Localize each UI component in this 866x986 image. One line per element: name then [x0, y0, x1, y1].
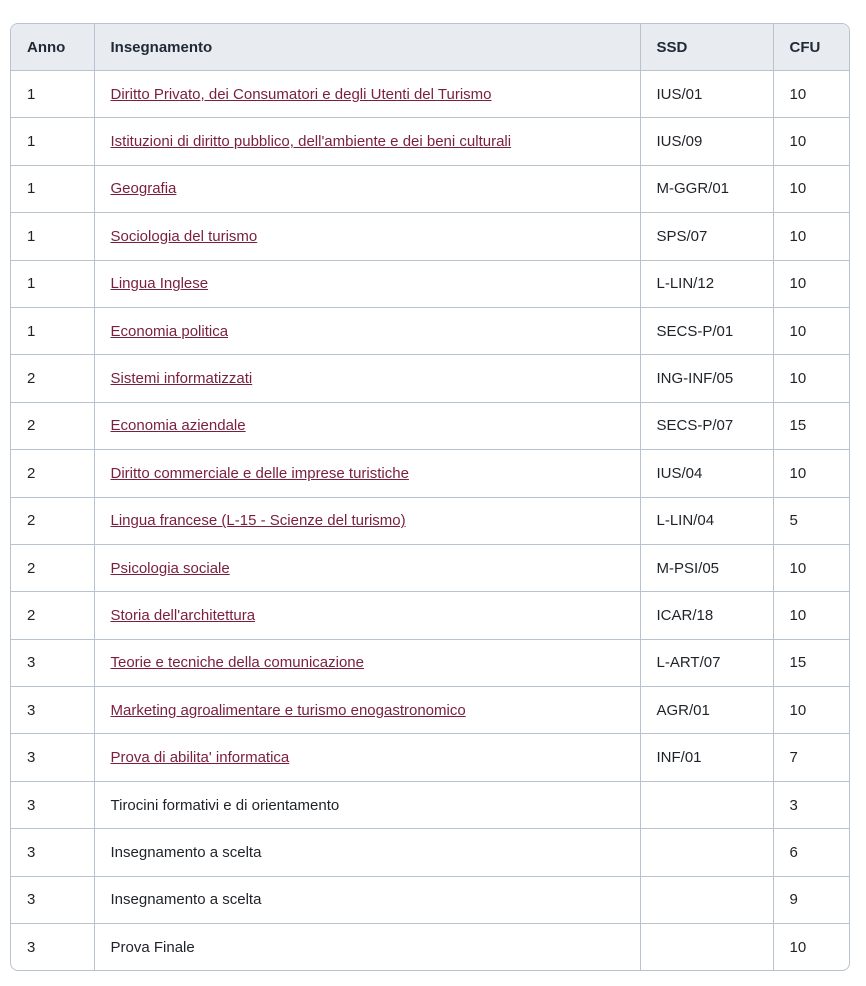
cell-cfu: 7 [773, 734, 849, 781]
table-row [11, 544, 849, 591]
cell-cfu: 10 [773, 592, 849, 639]
table-row [11, 165, 849, 212]
cell-cfu: 9 [773, 876, 849, 923]
cell-insegnamento [94, 829, 640, 876]
cell-cfu: 10 [773, 118, 849, 165]
cell-anno: 2 [11, 544, 94, 591]
cell-ssd: L-ART/07 [640, 639, 773, 686]
cell-cfu: 6 [773, 829, 849, 876]
cell-cfu: 10 [773, 260, 849, 307]
cell-anno: 1 [11, 260, 94, 307]
cell-insegnamento [94, 118, 640, 165]
cell-insegnamento [94, 544, 640, 591]
cell-anno: 3 [11, 781, 94, 828]
course-name: Insegnamento a scelta [110, 891, 262, 909]
cell-ssd: SPS/07 [640, 213, 773, 260]
cell-ssd: SECS-P/07 [640, 402, 773, 449]
cell-ssd: M-GGR/01 [640, 165, 773, 212]
cell-cfu: 10 [773, 687, 849, 734]
cell-cfu: 10 [773, 71, 849, 118]
cell-insegnamento [94, 307, 640, 354]
table-row [11, 260, 849, 307]
cell-anno: 2 [11, 355, 94, 402]
table-row [11, 355, 849, 402]
header-insegnamento: Insegnamento [94, 24, 640, 71]
courses-table [11, 24, 849, 970]
cell-ssd: L-LIN/12 [640, 260, 773, 307]
header-row [11, 24, 849, 71]
courses-table-container [10, 23, 850, 971]
cell-insegnamento [94, 355, 640, 402]
cell-cfu: 5 [773, 497, 849, 544]
table-row [11, 71, 849, 118]
table-row [11, 307, 849, 354]
cell-insegnamento [94, 497, 640, 544]
cell-cfu: 10 [773, 307, 849, 354]
cell-anno: 3 [11, 924, 94, 971]
cell-ssd: ICAR/18 [640, 592, 773, 639]
course-name: Prova Finale [110, 938, 195, 956]
cell-cfu: 10 [773, 450, 849, 497]
course-link[interactable]: Marketing agroalimentare e turismo enogastronomico [110, 701, 466, 719]
cell-anno: 1 [11, 213, 94, 260]
course-link[interactable]: Sociologia del turismo [110, 227, 258, 245]
table-row [11, 450, 849, 497]
cell-anno: 2 [11, 402, 94, 449]
table-row [11, 497, 849, 544]
course-link[interactable]: Storia dell'architettura [110, 606, 256, 624]
cell-ssd [640, 781, 773, 828]
course-link[interactable]: Lingua Inglese [110, 275, 209, 293]
cell-anno: 3 [11, 734, 94, 781]
header-anno: Anno [11, 24, 94, 71]
cell-insegnamento [94, 165, 640, 212]
cell-ssd: IUS/01 [640, 71, 773, 118]
cell-insegnamento [94, 592, 640, 639]
table-body [11, 71, 849, 971]
cell-insegnamento [94, 71, 640, 118]
table-row [11, 213, 849, 260]
table-row [11, 734, 849, 781]
cell-insegnamento [94, 213, 640, 260]
cell-ssd [640, 829, 773, 876]
cell-cfu: 10 [773, 355, 849, 402]
cell-ssd [640, 924, 773, 971]
table-row [11, 876, 849, 923]
cell-insegnamento [94, 781, 640, 828]
cell-anno: 2 [11, 450, 94, 497]
cell-cfu: 15 [773, 639, 849, 686]
cell-anno: 2 [11, 497, 94, 544]
cell-insegnamento [94, 924, 640, 971]
table-header [11, 24, 849, 71]
cell-ssd: IUS/09 [640, 118, 773, 165]
course-link[interactable]: Lingua francese (L-15 - Scienze del turismo) [110, 512, 406, 530]
cell-anno: 2 [11, 592, 94, 639]
cell-insegnamento [94, 402, 640, 449]
course-link[interactable]: Prova di abilita' informatica [110, 749, 290, 767]
cell-ssd: L-LIN/04 [640, 497, 773, 544]
cell-cfu: 15 [773, 402, 849, 449]
course-name: Insegnamento a scelta [110, 843, 262, 861]
course-link[interactable]: Economia aziendale [110, 417, 246, 435]
course-link[interactable]: Geografia [110, 180, 177, 198]
cell-anno: 1 [11, 71, 94, 118]
cell-insegnamento [94, 639, 640, 686]
course-link[interactable]: Sistemi informatizzati [110, 370, 253, 388]
cell-cfu: 10 [773, 213, 849, 260]
course-link[interactable]: Psicologia sociale [110, 559, 230, 577]
cell-anno: 3 [11, 639, 94, 686]
cell-ssd: SECS-P/01 [640, 307, 773, 354]
table-row [11, 402, 849, 449]
header-cfu: CFU [773, 24, 849, 71]
course-link[interactable]: Economia politica [110, 322, 229, 340]
header-ssd: SSD [640, 24, 773, 71]
course-link[interactable]: Istituzioni di diritto pubblico, dell'ambiente e dei beni culturali [110, 133, 512, 151]
cell-anno: 1 [11, 165, 94, 212]
cell-anno: 3 [11, 829, 94, 876]
course-link[interactable]: Diritto commerciale e delle imprese turistiche [110, 464, 409, 482]
table-row [11, 639, 849, 686]
cell-anno: 3 [11, 876, 94, 923]
table-row [11, 829, 849, 876]
cell-anno: 1 [11, 307, 94, 354]
cell-anno: 3 [11, 687, 94, 734]
table-row [11, 687, 849, 734]
cell-ssd [640, 876, 773, 923]
cell-insegnamento [94, 687, 640, 734]
cell-insegnamento [94, 876, 640, 923]
course-name: Tirocini formativi e di orientamento [110, 796, 340, 814]
cell-cfu: 10 [773, 165, 849, 212]
cell-insegnamento [94, 734, 640, 781]
cell-anno: 1 [11, 118, 94, 165]
cell-ssd: IUS/04 [640, 450, 773, 497]
cell-ssd: INF/01 [640, 734, 773, 781]
cell-cfu: 10 [773, 544, 849, 591]
table-row [11, 781, 849, 828]
cell-insegnamento [94, 450, 640, 497]
table-row [11, 924, 849, 971]
cell-cfu: 10 [789, 938, 807, 956]
table-row [11, 118, 849, 165]
course-link[interactable]: Diritto Privato, dei Consumatori e degli Utenti del Turismo [110, 85, 492, 103]
cell-ssd: ING-INF/05 [640, 355, 773, 402]
course-link[interactable]: Teorie e tecniche della comunicazione [110, 654, 364, 672]
cell-ssd: M-PSI/05 [640, 544, 773, 591]
cell-ssd: AGR/01 [640, 687, 773, 734]
cell-cfu: 3 [773, 781, 849, 828]
cell-insegnamento [94, 260, 640, 307]
table-row [11, 592, 849, 639]
